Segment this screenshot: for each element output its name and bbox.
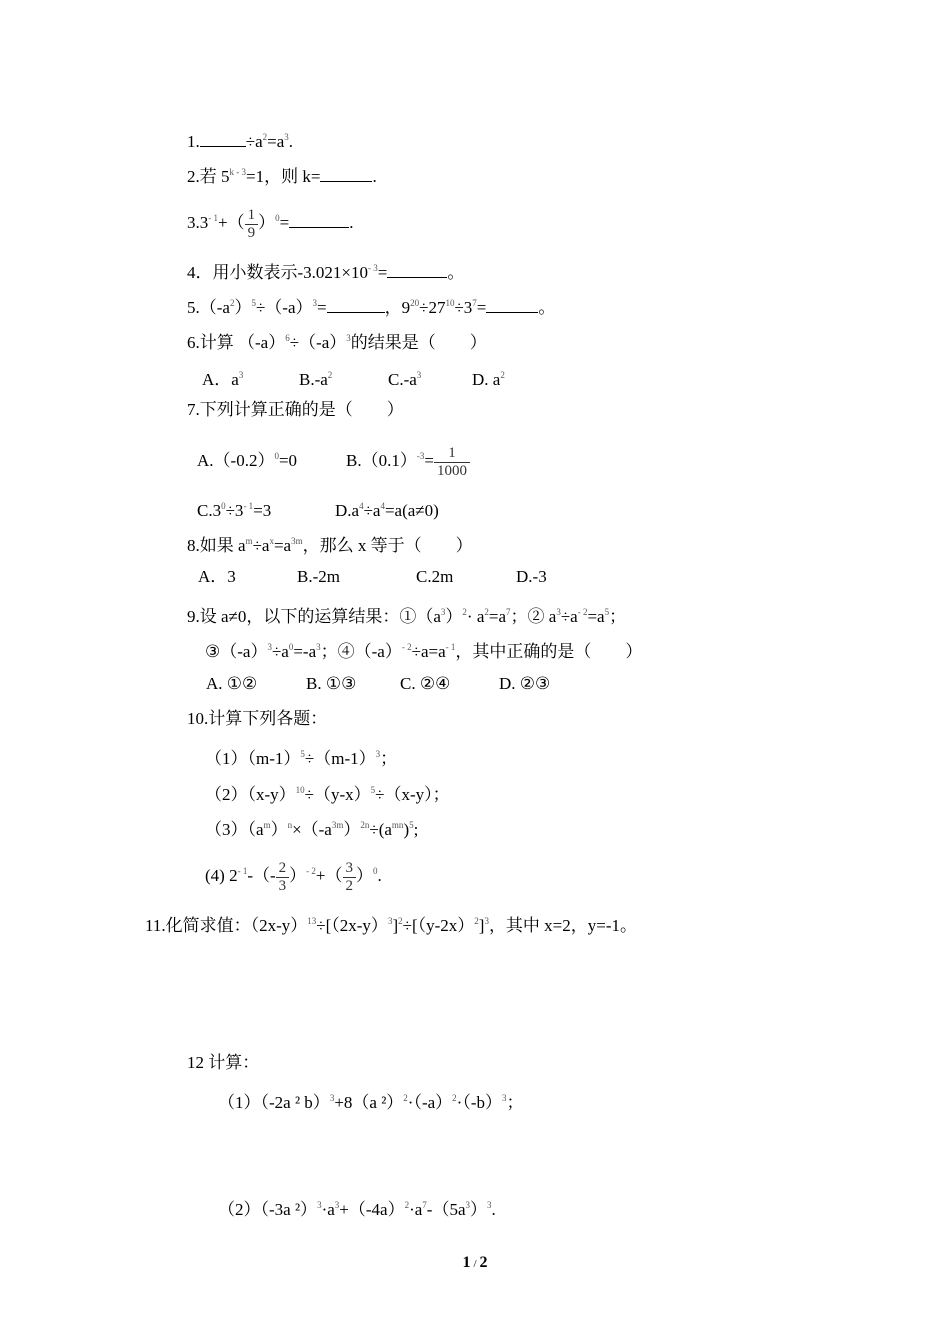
q1-text: . bbox=[288, 132, 294, 151]
q5-text: ） bbox=[234, 298, 252, 317]
q4-text: 4．用小数表示-3.021×10 bbox=[187, 263, 368, 282]
exponent: 3 bbox=[317, 1200, 322, 1210]
q1-exponent: 2 bbox=[262, 132, 268, 142]
exponent: m bbox=[263, 820, 271, 830]
math-text: 2 bbox=[276, 860, 290, 878]
exponent: 3 bbox=[334, 1200, 340, 1210]
math-text: ，其中 x=2，y=-1。 bbox=[488, 916, 638, 935]
math-text: ·（-b） bbox=[456, 1093, 502, 1112]
exponent: 5 bbox=[300, 749, 305, 759]
exponent: 3 bbox=[267, 642, 272, 652]
math-text: . bbox=[491, 1200, 496, 1219]
question-12-part-2 bbox=[218, 1194, 496, 1221]
exponent: - 2 bbox=[401, 642, 412, 652]
math-text: 2 bbox=[345, 877, 353, 894]
question-8 bbox=[187, 530, 473, 557]
math-text: （3）（a bbox=[205, 820, 264, 839]
question-11 bbox=[145, 910, 637, 937]
exponent: 3 bbox=[487, 1200, 492, 1210]
math-text: =3 bbox=[253, 501, 272, 520]
exponent: m bbox=[245, 536, 253, 546]
page-number bbox=[0, 1254, 950, 1272]
q5-text: ，9 bbox=[384, 298, 411, 317]
math-text: ÷（x-y）； bbox=[375, 785, 450, 804]
q4-text: 。 bbox=[447, 263, 465, 282]
q5-exponent: 3 bbox=[312, 298, 318, 308]
exponent: - 2 bbox=[577, 607, 588, 617]
answer-blank bbox=[486, 296, 538, 313]
option-b bbox=[346, 436, 470, 481]
math-text: ·a bbox=[409, 1200, 423, 1219]
exponent: 5 bbox=[370, 785, 376, 795]
math-text: -（- bbox=[247, 866, 276, 885]
math-text: ×（-a bbox=[292, 820, 332, 839]
exponent: 2 bbox=[500, 370, 505, 380]
option-b: B.-2m bbox=[297, 567, 340, 586]
math-text: ） bbox=[270, 820, 288, 839]
q5-text: ÷3 bbox=[454, 298, 473, 317]
exponent: 2 bbox=[327, 370, 333, 380]
fraction bbox=[245, 207, 259, 242]
exponent: 2 bbox=[462, 607, 467, 617]
question-6-options bbox=[202, 364, 505, 391]
q5-text: ÷（-a） bbox=[255, 298, 313, 317]
option-d bbox=[335, 495, 439, 522]
exponent: 10 bbox=[295, 785, 305, 795]
exponent: 3 bbox=[316, 642, 321, 652]
math-text: ÷a bbox=[271, 642, 289, 661]
math-text: (4) 2 bbox=[205, 866, 238, 885]
math-text: ） bbox=[343, 820, 361, 839]
exponent: mn bbox=[391, 820, 404, 830]
math-text: ] bbox=[478, 916, 485, 935]
math-text: ) bbox=[403, 820, 410, 839]
option-b bbox=[299, 364, 388, 391]
exponent: 3 bbox=[440, 607, 446, 617]
math-text: C.3 bbox=[197, 501, 222, 520]
math-text: （1）（m-1） bbox=[205, 749, 301, 768]
exponent: 3 bbox=[484, 916, 489, 926]
math-text: ·a bbox=[321, 1200, 335, 1219]
answer-blank bbox=[327, 296, 385, 313]
question-12-title bbox=[187, 1052, 259, 1074]
question-7 bbox=[187, 399, 404, 421]
q6-text: 的结果是（ ） bbox=[350, 333, 487, 352]
q6-text: 6.计算 （-a） bbox=[187, 333, 286, 352]
answer-blank bbox=[387, 261, 447, 278]
question-9-line2 bbox=[205, 636, 642, 663]
q1-exponent: 3 bbox=[284, 132, 289, 142]
exponent: 2 bbox=[484, 607, 489, 617]
math-text: ÷a bbox=[252, 536, 270, 555]
question-9 bbox=[187, 601, 626, 628]
q3-exponent: 0 bbox=[275, 213, 280, 223]
math-text: ÷a bbox=[560, 607, 578, 626]
question-9-options bbox=[206, 673, 550, 695]
math-text: （2）（-3a ²） bbox=[218, 1200, 318, 1219]
math-text: 10.计算下列各题： bbox=[187, 709, 328, 728]
exponent: 5 bbox=[409, 820, 414, 830]
exponent: 0 bbox=[274, 451, 279, 461]
exponent: 0 bbox=[221, 501, 226, 511]
option-a: A. ①② bbox=[206, 674, 258, 693]
exponent: - 1 bbox=[445, 642, 456, 652]
question-10-part-2 bbox=[205, 779, 450, 806]
math-text: 1000 bbox=[436, 462, 467, 479]
question-8-options bbox=[198, 566, 547, 588]
math-text: =0 bbox=[278, 451, 298, 470]
math-text: 8.如果 a bbox=[187, 536, 246, 555]
q2-text: . bbox=[372, 167, 377, 186]
q2-exponent: k - 3 bbox=[229, 167, 246, 177]
math-text: ；④（-a） bbox=[320, 642, 402, 661]
question-10-part-4 bbox=[205, 851, 382, 896]
q6-text: ÷（-a） bbox=[289, 333, 347, 352]
math-text: ； bbox=[380, 749, 398, 768]
exponent: x bbox=[269, 536, 274, 546]
q7-text: 7.下列计算正确的是（ ） bbox=[187, 400, 404, 419]
fraction bbox=[434, 445, 470, 480]
math-text: = bbox=[424, 451, 434, 470]
q5-text: ÷27 bbox=[419, 298, 446, 317]
current-page: 1 bbox=[462, 1254, 471, 1271]
exponent: 2 bbox=[404, 1200, 410, 1210]
exponent: n bbox=[287, 820, 293, 830]
q3-text: ） bbox=[258, 213, 276, 232]
answer-blank bbox=[200, 130, 246, 147]
exponent: 2 bbox=[403, 1093, 408, 1103]
math-text: ） bbox=[356, 866, 373, 885]
exponent: 4 bbox=[380, 501, 385, 511]
q6-exponent: 3 bbox=[346, 333, 351, 343]
option-a bbox=[202, 364, 299, 391]
math-text: ） bbox=[289, 866, 307, 885]
math-text: +（ bbox=[315, 866, 343, 885]
math-text: D. a bbox=[472, 370, 501, 389]
fraction bbox=[276, 860, 290, 895]
exponent: 3 bbox=[556, 607, 561, 617]
math-text: 1 bbox=[434, 445, 470, 463]
option-c bbox=[197, 495, 335, 522]
math-text: A.（-0.2） bbox=[197, 451, 275, 470]
math-text: A．a bbox=[202, 370, 239, 389]
math-text: ÷（y-x） bbox=[304, 785, 371, 804]
question-4 bbox=[187, 257, 464, 284]
q1-text: =a bbox=[267, 132, 285, 151]
exponent: 4 bbox=[359, 501, 364, 511]
math-text: 3 bbox=[343, 860, 357, 878]
exponent: 3 bbox=[387, 916, 393, 926]
q1-text: ÷a bbox=[245, 132, 263, 151]
q5-text: 5.（-a bbox=[187, 298, 230, 317]
fraction-numerator: 1 bbox=[245, 207, 259, 225]
q5-text: 。 bbox=[538, 298, 556, 317]
total-pages: 2 bbox=[479, 1254, 488, 1271]
q4-exponent: - 3 bbox=[368, 263, 378, 273]
math-text: ÷a=a bbox=[411, 642, 446, 661]
exponent: - 1 bbox=[243, 501, 254, 511]
q5-text: = bbox=[317, 298, 327, 317]
exponent: 7 bbox=[422, 1200, 427, 1210]
fraction bbox=[343, 860, 357, 895]
math-text: ÷3 bbox=[225, 501, 244, 520]
math-text: +8（a ²） bbox=[334, 1093, 404, 1112]
math-text: =a bbox=[273, 536, 292, 555]
q4-text: = bbox=[377, 263, 388, 282]
q3-text: . bbox=[349, 213, 354, 232]
option-d: D. ②③ bbox=[499, 674, 551, 693]
math-text: D.a bbox=[335, 501, 360, 520]
exponent: 2 bbox=[474, 916, 479, 926]
question-10-part-1 bbox=[205, 743, 397, 770]
q5-text: = bbox=[476, 298, 487, 317]
exponent: 13 bbox=[307, 916, 317, 926]
math-text: ÷a bbox=[363, 501, 381, 520]
math-text: =a(a≠0) bbox=[384, 501, 439, 520]
q3-text: +（ bbox=[218, 213, 245, 232]
option-c: C. ②④ bbox=[400, 674, 451, 693]
math-text: ；② a bbox=[510, 607, 557, 626]
math-text: 3 bbox=[278, 877, 287, 894]
math-text: ÷(a bbox=[369, 820, 392, 839]
question-1 bbox=[187, 126, 293, 153]
option-b: B. ①③ bbox=[306, 674, 357, 693]
math-text: 11.化简求值：（2x-y） bbox=[145, 916, 308, 935]
answer-blank bbox=[320, 165, 372, 182]
math-text: ③（-a） bbox=[205, 642, 268, 661]
math-text: +（-4a） bbox=[339, 1200, 405, 1219]
q2-text: =1，则 k= bbox=[246, 167, 321, 186]
q2-text: 2.若 5 bbox=[187, 167, 230, 186]
exponent: 3 bbox=[502, 1093, 507, 1103]
exponent: 3 bbox=[375, 749, 381, 759]
math-text: ） bbox=[470, 1200, 488, 1219]
exponent: 3 bbox=[465, 1200, 471, 1210]
math-text: ÷[（y-2x） bbox=[402, 916, 475, 935]
math-text: ÷[（2x-y） bbox=[316, 916, 388, 935]
math-text: =a bbox=[488, 607, 507, 626]
math-text: . bbox=[377, 866, 382, 885]
math-text: ，其中正确的是（ ） bbox=[455, 642, 643, 661]
exponent: 3 bbox=[329, 1093, 335, 1103]
exponent: 2 bbox=[452, 1093, 457, 1103]
question-7-options-row2 bbox=[197, 495, 439, 522]
math-text: （1）（-2a ² b） bbox=[218, 1093, 330, 1112]
exponent: 3 bbox=[238, 370, 244, 380]
exponent: 5 bbox=[604, 607, 610, 617]
question-3 bbox=[187, 198, 353, 243]
question-7-options-row1 bbox=[197, 436, 470, 481]
q5-exponent: 2 bbox=[229, 298, 235, 308]
math-text: （2）（x-y） bbox=[205, 785, 296, 804]
option-d: D.-3 bbox=[516, 567, 547, 586]
exponent: 3m bbox=[331, 820, 344, 830]
math-text: 9.设 a≠0，以下的运算结果：①（a bbox=[187, 607, 441, 626]
option-a: A．3 bbox=[198, 567, 236, 586]
q5-exponent: 5 bbox=[251, 298, 256, 308]
question-10-title bbox=[187, 708, 327, 730]
math-text: B.-a bbox=[299, 370, 328, 389]
q5-exponent: 7 bbox=[472, 298, 477, 308]
page-separator: / bbox=[473, 1258, 477, 1270]
option-c: C.2m bbox=[416, 567, 454, 586]
answer-blank bbox=[289, 211, 349, 228]
question-2 bbox=[187, 161, 377, 188]
exponent: 2 bbox=[398, 916, 403, 926]
math-text: B.（0.1） bbox=[346, 451, 417, 470]
fraction-denominator: 9 bbox=[247, 224, 256, 241]
q6-exponent: 6 bbox=[285, 333, 290, 343]
math-text: ] bbox=[392, 916, 399, 935]
option-d bbox=[472, 364, 505, 391]
exponent: - 1 bbox=[237, 866, 248, 876]
question-6 bbox=[187, 327, 487, 354]
exponent: 3m bbox=[291, 536, 303, 546]
q3-text: = bbox=[279, 213, 290, 232]
math-text: · a bbox=[466, 607, 485, 626]
q3-text: 3.3 bbox=[187, 213, 209, 232]
math-text: ； bbox=[506, 1093, 524, 1112]
math-text: C.-a bbox=[388, 370, 417, 389]
exponent: 7 bbox=[506, 607, 511, 617]
q3-exponent: - 1 bbox=[208, 213, 218, 223]
math-text: ） bbox=[445, 607, 463, 626]
option-a bbox=[197, 436, 346, 481]
math-text: ÷（m-1） bbox=[304, 749, 376, 768]
math-text: ，那么 x 等于（ ） bbox=[302, 536, 473, 555]
question-12-part-1 bbox=[218, 1087, 524, 1114]
option-c bbox=[388, 364, 472, 391]
math-text: =-a bbox=[293, 642, 317, 661]
math-text: 12 计算： bbox=[187, 1053, 260, 1072]
math-text: ； bbox=[609, 607, 627, 626]
q5-exponent: 10 bbox=[445, 298, 455, 308]
math-text: ; bbox=[413, 820, 419, 839]
exponent: 0 bbox=[373, 866, 378, 876]
q5-exponent: 20 bbox=[410, 298, 420, 308]
math-text: ·（-a） bbox=[407, 1093, 453, 1112]
math-text: =a bbox=[587, 607, 605, 626]
question-5 bbox=[187, 292, 555, 319]
math-text: -（5a bbox=[426, 1200, 466, 1219]
exponent: 0 bbox=[288, 642, 294, 652]
question-10-part-3 bbox=[205, 814, 418, 841]
q1-number: 1. bbox=[187, 132, 200, 151]
exponent: 2n bbox=[360, 820, 370, 830]
exponent: -3 bbox=[416, 451, 425, 461]
exponent: - 2 bbox=[306, 866, 316, 876]
exponent: 3 bbox=[416, 370, 422, 380]
